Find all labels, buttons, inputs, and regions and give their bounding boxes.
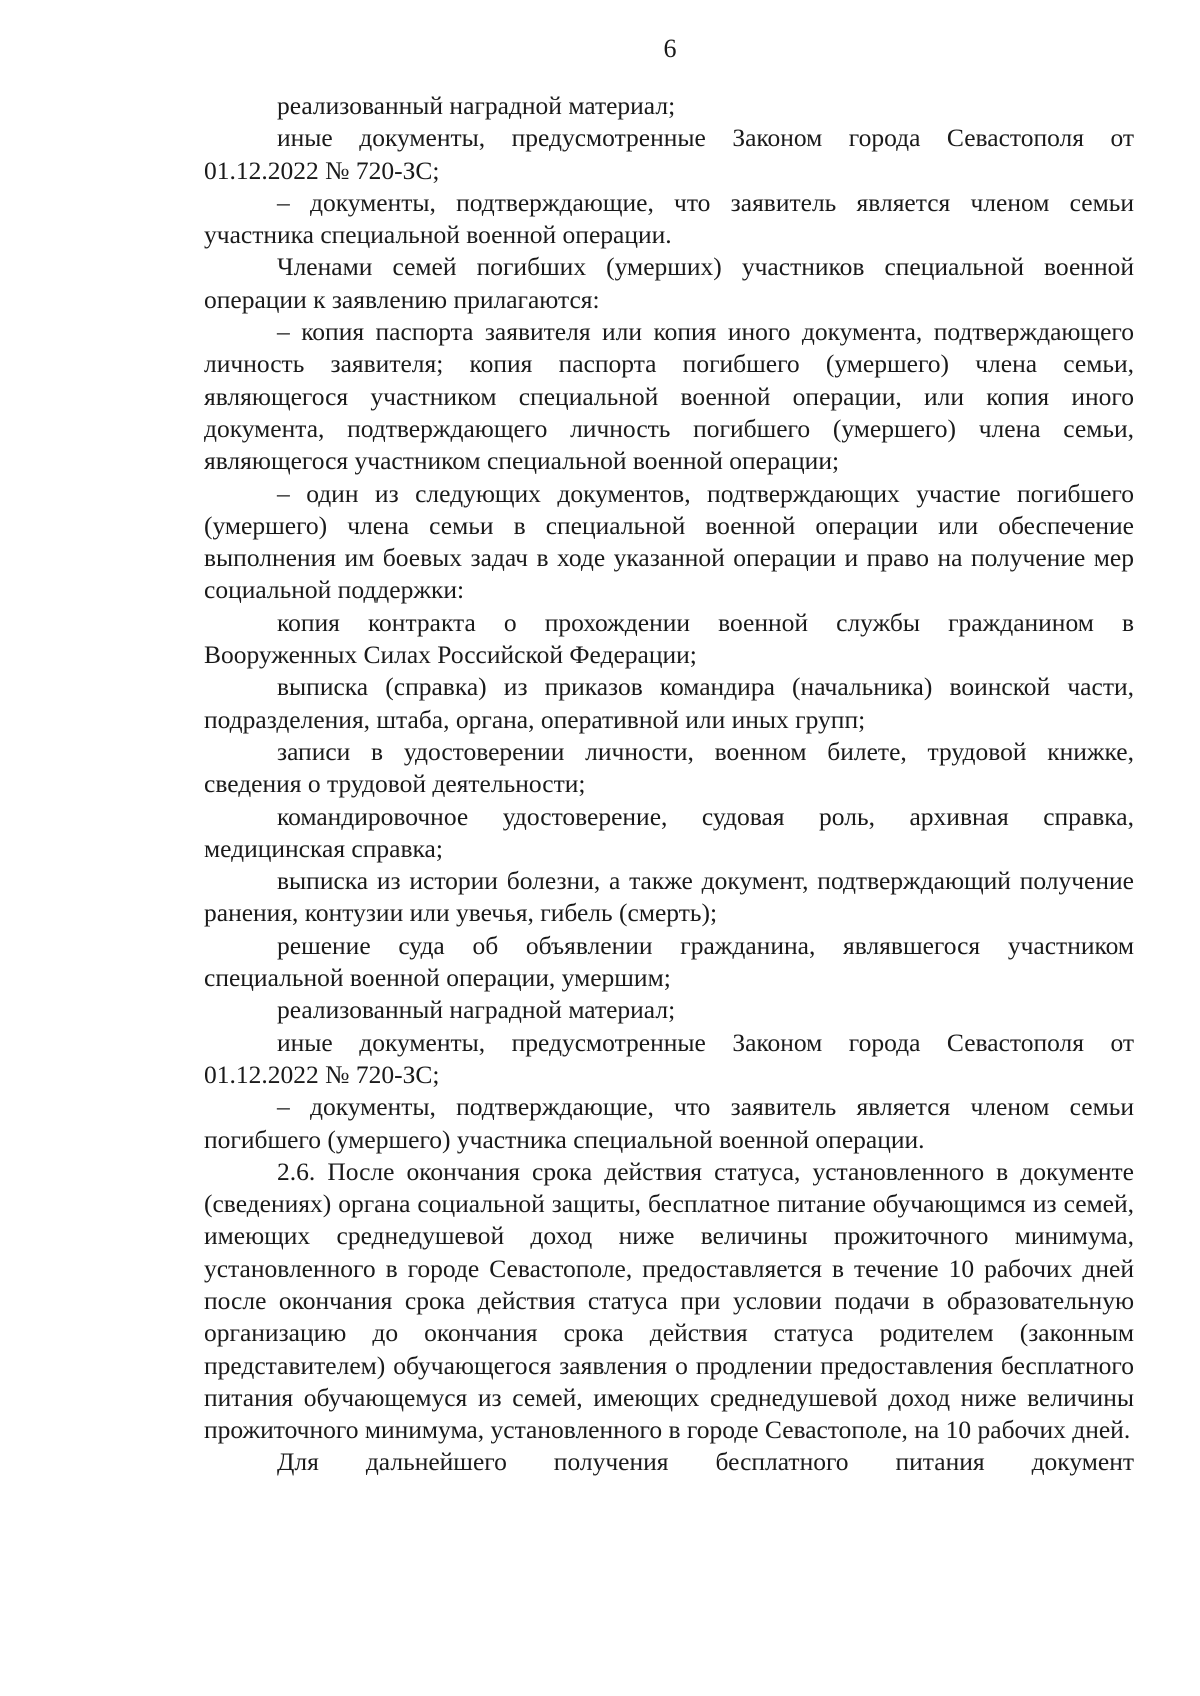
paragraph-court-decision: решение суда об объявлении гражданина, являвшегося участником специальной военной операции, умершим;	[204, 930, 1134, 993]
paragraph-section-2-6: 2.6. После окончания срока действия статуса, установленного в документе (сведениях) органа социальной защиты, бесплатное питание обучающимся из семей, имеющих среднедушевой доход ниже величины прожиточного минимума, установленного в городе Севастополе, предоставляется в течение 10 рабочих дней после окончания срока действия статуса при условии подачи в образовательную организацию до окончания срока действия статуса родителем (законным представителем) обучающегося заявления о продлении предоставления бесплатного питания обучающемуся из семей, имеющих среднедушевой доход ниже величины прожиточного минимума, установленного в городе Севастополе, на 10 рабочих дней.	[204, 1156, 1134, 1445]
paragraph-deceased-families-intro: Членами семей погибших (умерших) участников специальной военной операции к заявлению прилагаются:	[204, 252, 1134, 314]
paragraph-medical-extract: выписка из истории болезни, а также документ, подтверждающий получение ранения, контузии или увечья, гибель (смерть);	[204, 866, 1134, 928]
paragraph-order-extract: выписка (справка) из приказов командира (начальника) воинской части, подразделения, штаба, органа, оперативной или иных групп;	[204, 672, 1134, 734]
paragraph-travel-certificate: командировочное удостоверение, судовая роль, архивная справка, медицинская справка;	[204, 801, 1134, 863]
paragraph-other-documents: иные документы, предусмотренные Законом города Севастополя от 01.12.2022 № 720-ЗС;	[204, 123, 1134, 185]
paragraph-id-records: записи в удостоверении личности, военном билете, трудовой книжке, сведения о трудовой деятельности;	[204, 736, 1134, 799]
paragraph-other-documents-2: иные документы, предусмотренные Законом города Севастополя от 01.12.2022 № 720-ЗС;	[204, 1027, 1134, 1089]
paragraph-family-member-proof: – документы, подтверждающие, что заявитель является членом семьи участника специальной военной операции.	[204, 187, 1134, 250]
document-body	[204, 90, 1134, 1479]
paragraph-participation-documents: – один из следующих документов, подтверждающих участие погибшего (умершего) члена семьи в специальной военной операции или обеспечение выполнения им боевых задач в ходе указанной операции и право на получение мер социальной поддержки:	[204, 478, 1134, 605]
page-number: 6	[663, 34, 677, 63]
paragraph-family-member-proof-2: – документы, подтверждающие, что заявитель является членом семьи погибшего (умершего) участника специальной военной операции.	[204, 1092, 1134, 1154]
paragraph-contract-copy: копия контракта о прохождении военной службы гражданином в Вооруженных Силах Российской Федерации;	[204, 607, 1134, 670]
paragraph-awarded-material: реализованный наградной материал;	[277, 91, 676, 120]
paragraph-continuation: Для дальнейшего получения бесплатного питания документ	[277, 1447, 1134, 1477]
paragraph-passport-copy: – копия паспорта заявителя или копия иного документа, подтверждающего личность заявителя; копия паспорта погибшего (умершего) члена семьи, являющегося участником специальной военной операции, или копия иного документа, подтверждающего личность погибшего (умершего) члена семьи, являющегося участником специальной военной операции;	[204, 317, 1134, 476]
paragraph-awarded-material-2: реализованный наградной материал;	[277, 995, 676, 1025]
